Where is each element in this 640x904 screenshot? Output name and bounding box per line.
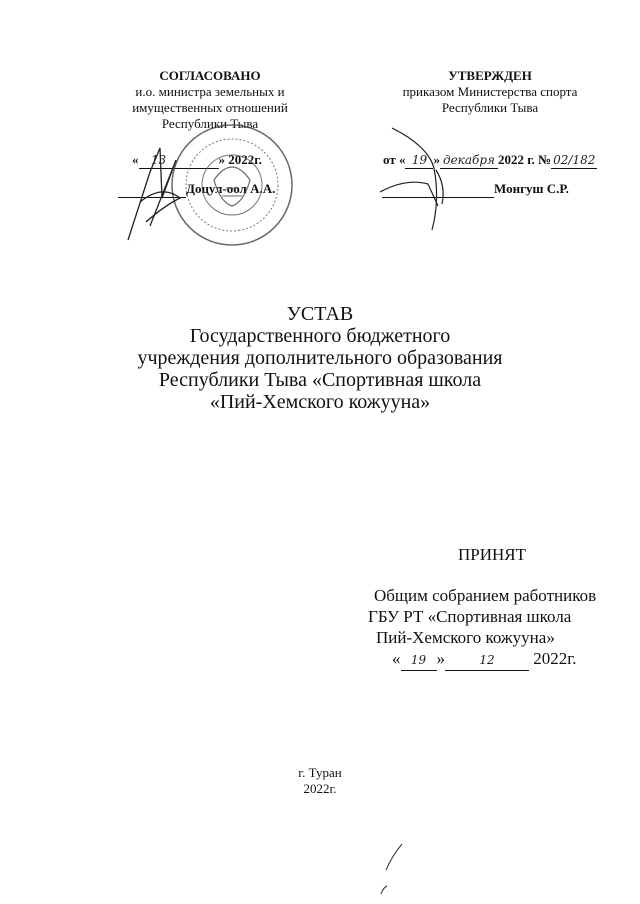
title-line4: Республики Тыва «Спортивная школа (158, 369, 482, 391)
approval-left-line2: имущественных отношений (132, 100, 288, 115)
title-line2: Государственного бюджетного (189, 325, 451, 347)
accepted-line2: ГБУ РТ «Спортивная школа (368, 607, 572, 626)
approval-right-heading: УТВЕРЖДЕН (448, 68, 532, 83)
approval-right-day: 19 (411, 153, 428, 167)
approval-right-order-number: 02/182 (553, 153, 596, 167)
right-signature (380, 128, 443, 230)
approval-right-line1: приказом Министерства спорта (402, 84, 578, 99)
accepted-day: 19 (410, 653, 427, 667)
approval-left-day: 13 (150, 153, 167, 167)
title-line1: УСТАВ (286, 303, 354, 325)
approval-right-date: от « 19 » декабря 2022 г. № 02/182 (383, 152, 596, 167)
document-title (80, 303, 560, 413)
accepted-line3: Пий-Хемского кожууна» (376, 628, 555, 647)
footer-city: г. Туран (298, 765, 342, 780)
approval-left-date: « 13 » 2022г. (132, 152, 262, 167)
accepted-date: « 19 » 12 2022г. (392, 649, 577, 671)
approval-left-heading: СОГЛАСОВАНО (159, 68, 261, 83)
approval-left-line1: и.о. министра земельных и (135, 84, 285, 99)
approval-left-line3: Республики Тыва (161, 116, 259, 131)
left-signature (128, 148, 180, 240)
document-footer (270, 765, 370, 797)
title-line3: учреждения дополнительного образования (137, 347, 503, 369)
approval-left-signatory: Доцул-оол А.А. (186, 181, 276, 196)
bottom-pen-mark (381, 844, 402, 894)
footer-year: 2022г. (303, 781, 337, 796)
approval-right-signatory: Монгуш С.Р. (494, 181, 569, 196)
title-line5: «Пий-Хемского кожууна» (209, 391, 431, 413)
official-seal (172, 125, 292, 245)
accepted-line1: Общим собранием работников (374, 586, 597, 605)
approval-right-month: декабря (442, 153, 495, 167)
accepted-heading: ПРИНЯТ (458, 545, 527, 564)
approval-right-line2: Республики Тыва (441, 100, 539, 115)
accepted-month: 12 (479, 653, 495, 667)
